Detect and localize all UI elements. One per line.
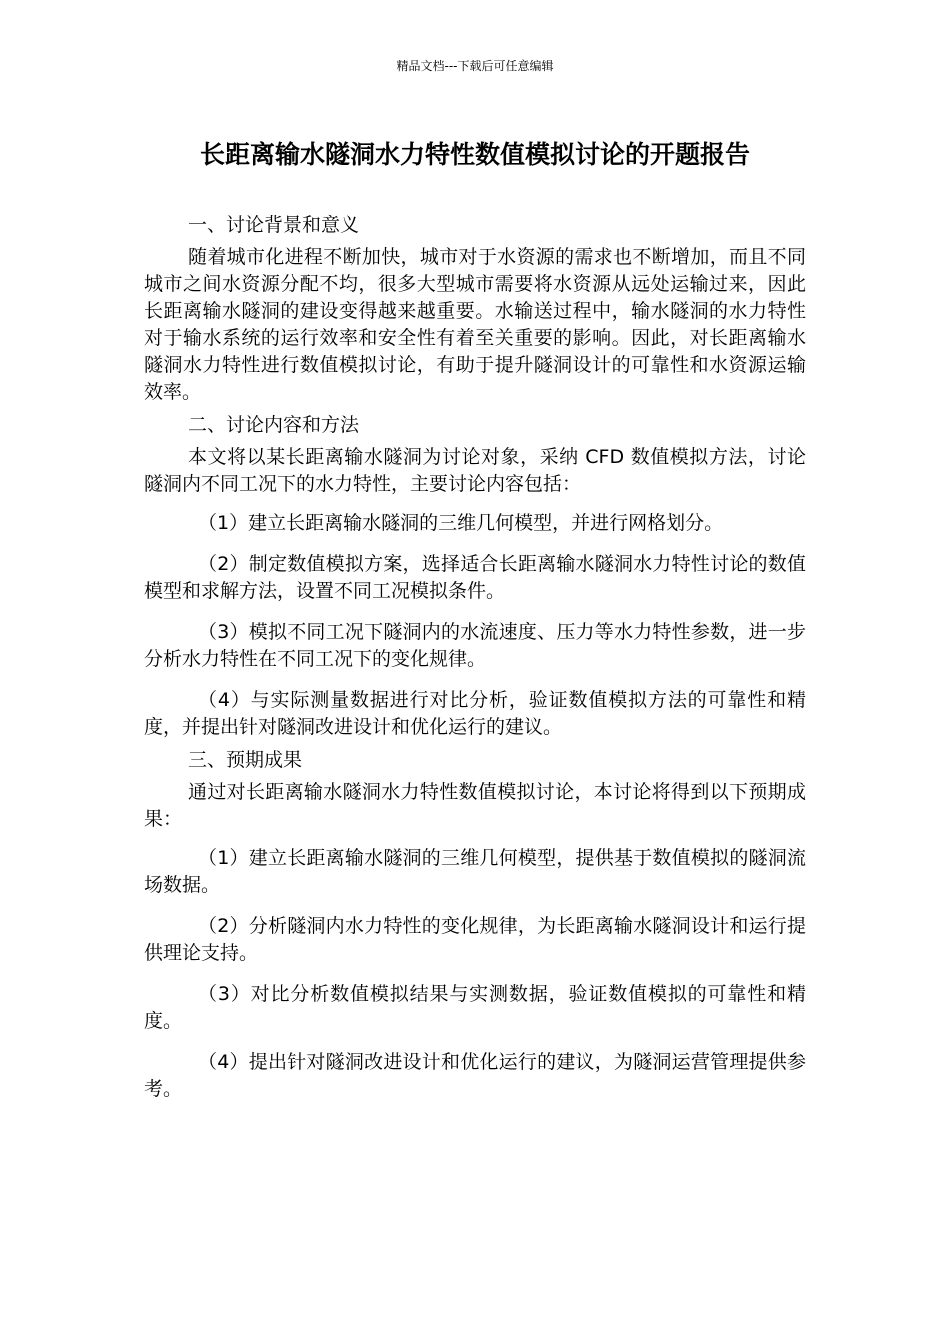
result-item-4: （4）提出针对隧洞改进设计和优化运行的建议，为隧洞运营管理提供参考。	[144, 1051, 806, 1100]
result-item-3: （3）对比分析数值模拟结果与实测数据，验证数值模拟的可靠性和精度。	[144, 983, 806, 1032]
content-item-1: （1）建立长距离输水隧洞的三维几何模型，并进行网格划分。	[198, 512, 724, 534]
content-item-4: （4）与实际测量数据进行对比分析，验证数值模拟方法的可靠性和精度，并提出针对隧洞改进设计和优化运行的建议。	[144, 689, 806, 738]
result-item-2: （2）分析隧洞内水力特性的变化规律，为长距离输水隧洞设计和运行提供理论支持。	[144, 915, 806, 964]
document-title: 长距离输水隧洞水力特性数值模拟讨论的开题报告	[199, 140, 750, 169]
content-item-2: （2）制定数值模拟方案，选择适合长距离输水隧洞水力特性讨论的数值模型和求解方法，设置不同工况模拟条件。	[144, 553, 806, 602]
section-heading-background: 一、讨论背景和意义	[188, 214, 360, 236]
content-item-3: （3）模拟不同工况下隧洞内的水流速度、压力等水力特性参数，进一步分析水力特性在不同工况下的变化规律。	[144, 621, 806, 670]
page-header: 精品文档---下载后可任意编辑	[396, 59, 554, 73]
background-paragraph: 随着城市化进程不断加快，城市对于水资源的需求也不断增加，而且不同城市之间水资源分配不均，很多大型城市需要将水资源从远处运输过来，因此长距离输水隧洞的建设变得越来越重要。水输送过程中，输水隧洞的水力特性对于输水系统的运行效率和安全性有着至关重要的影响。因此，对长距离输水隧洞水力特性进行数值模拟讨论，有助于提升隧洞设计的可靠性和水资源运输效率。	[144, 246, 806, 403]
expected-results-intro: 通过对长距离输水隧洞水力特性数值模拟讨论，本讨论将得到以下预期成果：	[144, 781, 806, 830]
result-item-1: （1）建立长距离输水隧洞的三维几何模型，提供基于数值模拟的隧洞流场数据。	[144, 847, 806, 896]
document-body	[144, 212, 806, 1103]
section-heading-content-method: 二、讨论内容和方法	[188, 414, 360, 436]
section-heading-expected-results: 三、预期成果	[188, 749, 303, 771]
content-method-intro: 本文将以某长距离输水隧洞为讨论对象，采纳 CFD 数值模拟方法，讨论隧洞内不同工况下的水力特性，主要讨论内容包括：	[144, 446, 806, 495]
